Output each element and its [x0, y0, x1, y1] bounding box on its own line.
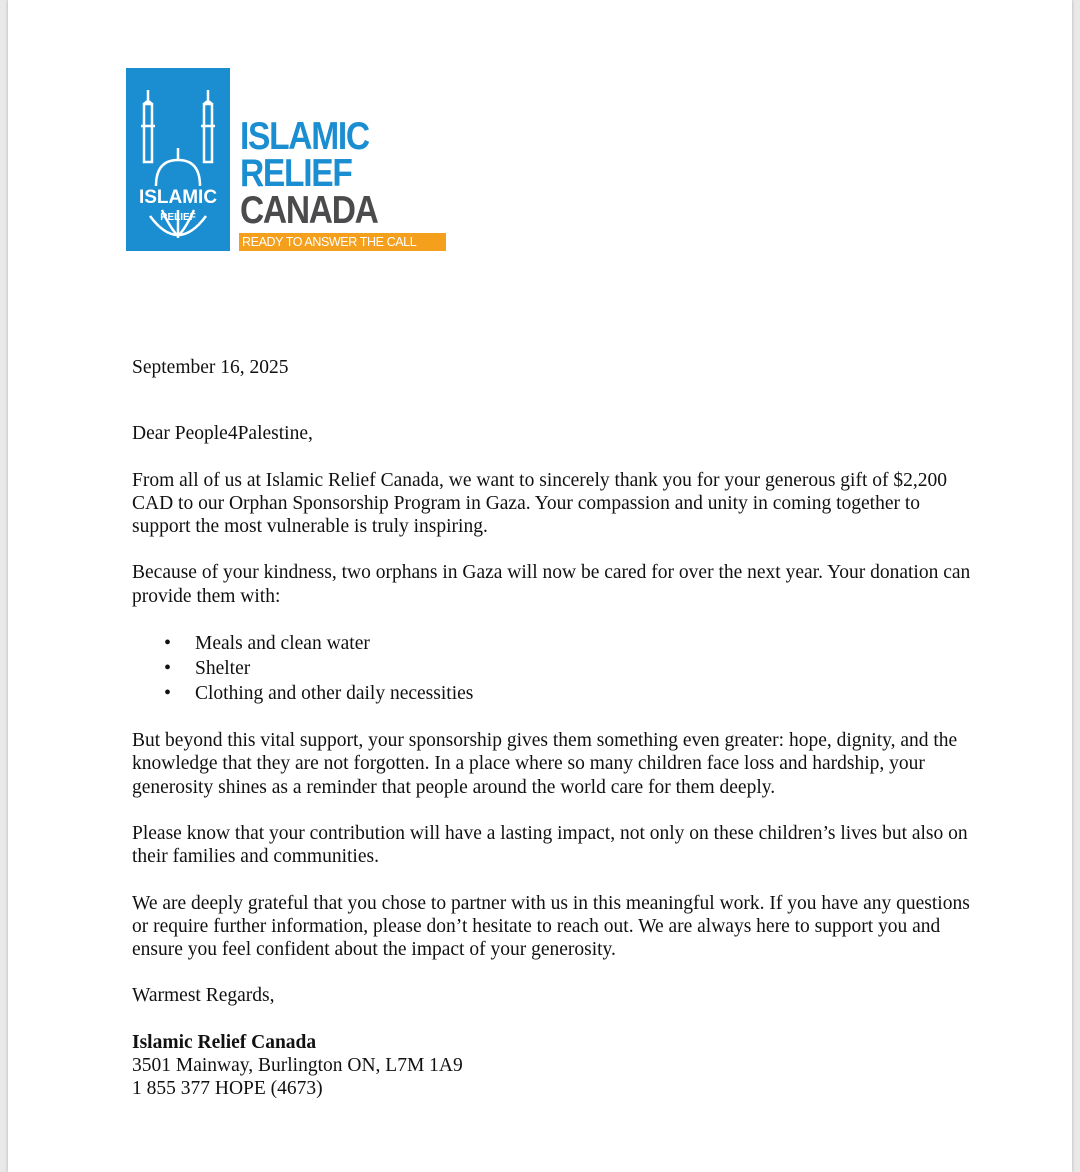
signature-phone: 1 855 377 HOPE (4673)	[132, 1078, 323, 1100]
paragraph-lasting-impact: Please know that your contribution will have a lasting impact, not only on these children’s lives but also on their families and communities.	[132, 822, 968, 868]
logo-word-relief: RELIEF	[240, 152, 352, 195]
logo-word-islamic: ISLAMIC	[240, 115, 369, 158]
signature-block	[132, 1031, 972, 1101]
list-item: • Clothing and other daily necessities	[132, 681, 972, 706]
paragraph-gratitude: We are deeply grateful that you chose to partner with us in this meaningful work. If you have any questions or require further information, please don’t hesitate to reach out. We are always here to support you and ensure you feel confident about the impact of your generosity.	[132, 892, 970, 961]
logo-word-canada: CANADA	[240, 189, 378, 232]
letter-date: September 16, 2025	[132, 357, 289, 378]
logo-tagline: READY TO ANSWER THE CALL	[239, 233, 446, 251]
paragraph-kindness: Because of your kindness, two orphans in Gaza will now be cared for over the next year. Your donation can provide them with:	[132, 562, 971, 607]
islamic-relief-canada-logo	[126, 68, 456, 258]
list-item: • Shelter	[132, 656, 972, 681]
list-item: • Meals and clean water	[132, 631, 972, 656]
emblem-text-top: ISLAMIC	[138, 187, 218, 208]
letter-body	[132, 356, 972, 1101]
signature-address: 3501 Mainway, Burlington ON, L7M 1A9	[132, 1055, 463, 1077]
letter-greeting: Dear People4Palestine,	[132, 423, 313, 445]
provisions-list	[132, 631, 972, 706]
letter-closing: Warmest Regards,	[132, 985, 275, 1007]
paragraph-thanks: From all of us at Islamic Relief Canada, we want to sincerely thank you for your generous gift of $2,200 CAD to our Orphan Sponsorship Program in Gaza. Your compassion and unity in coming together to support the most vulnerable is truly inspiring.	[132, 469, 948, 538]
emblem-text-bottom: RELIEF	[160, 212, 196, 223]
paragraph-beyond-support: But beyond this vital support, your sponsorship gives them something even greater: hope, dignity, and the knowledge that they are not forgotten. In a place where so many children face loss and hardship, your generosity shines as a reminder that people around the world care for them deeply.	[132, 730, 958, 798]
signature-org: Islamic Relief Canada	[132, 1031, 317, 1053]
letter-page	[8, 0, 1072, 1172]
mosque-emblem-icon	[126, 68, 230, 251]
